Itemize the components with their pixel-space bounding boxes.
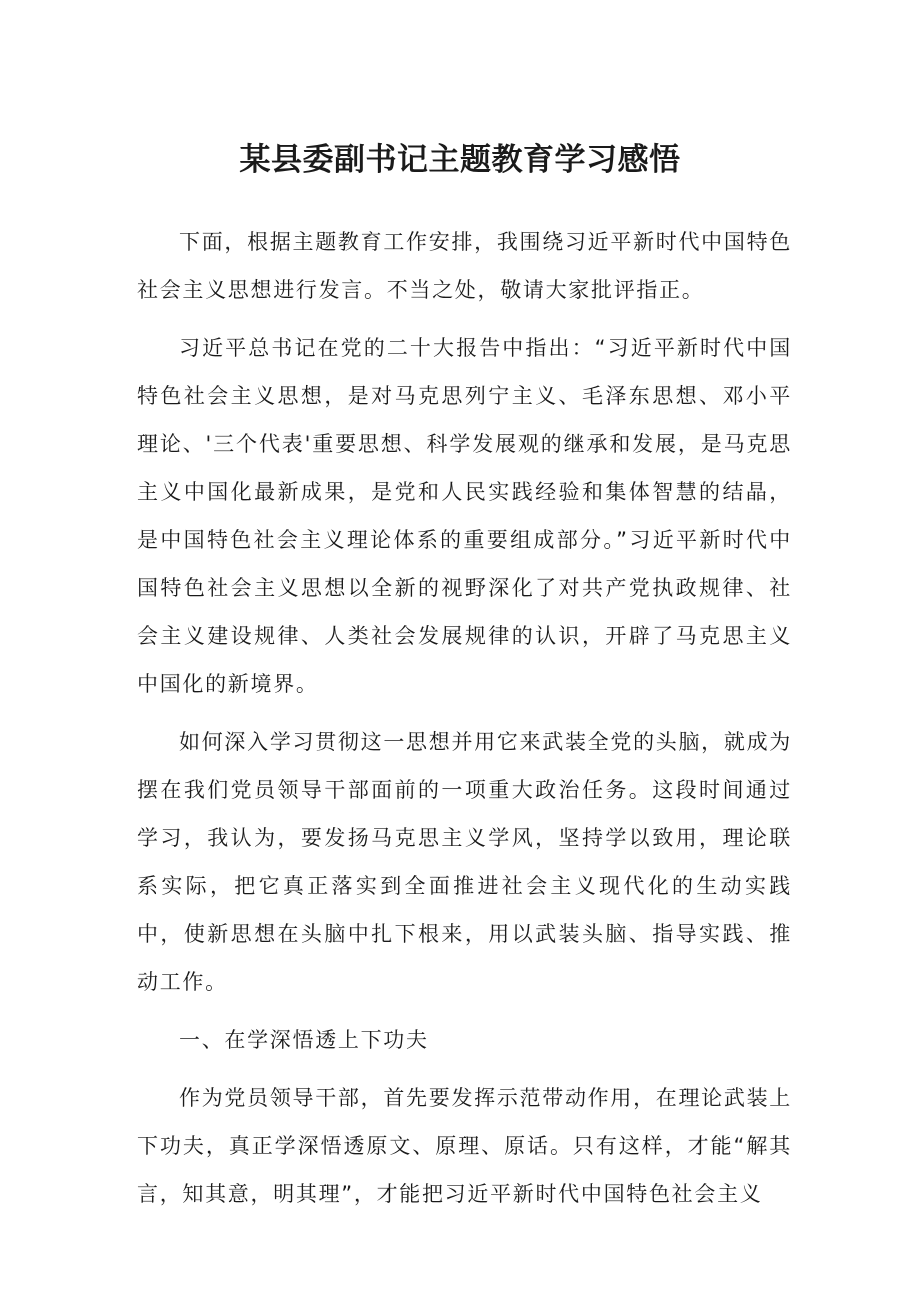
paragraph-intro: 下面，根据主题教育工作安排，我围绕习近平新时代中国特色社会主义思想进行发言。不当之处，敬请大家批评指正。 [137,230,792,302]
section-heading-1: 一、在学深悟透上下功夫 [179,1028,429,1052]
paragraph-section-1: 作为党员领导干部，首先要发挥示范带动作用，在理论武装上下功夫，真正学深悟透原文、原理、原话。只有这样，才能“解其言，知其意，明其理”，才能把习近平新时代中国特色社会主义 [137,1086,792,1206]
paragraph-report-quote: 习近平总书记在党的二十大报告中指出：“习近平新时代中国特色社会主义思想，是对马克思列宁主义、毛泽东思想、邓小平理论、'三个代表'重要思想、科学发展观的继承和发展，是马克思主义中国化最新成果，是党和人民实践经验和集体智慧的结晶，是中国特色社会主义理论体系的重要组成部分。”习近平新时代中国特色社会主义思想以全新的视野深化了对共产党执政规律、社会主义建设规律、人类社会发展规律的认识，开辟了马克思主义中国化的新境界。 [137,336,792,696]
document-body [137,218,792,1228]
document-title: 某县委副书记主题教育学习感悟 [239,142,681,178]
paragraph-task: 如何深入学习贯彻这一思想并用它来武装全党的头脑，就成为摆在我们党员领导干部面前的一项重大政治任务。这段时间通过学习，我认为，要发扬马克思主义学风，坚持学以致用，理论联系实际，把它真正落实到全面推进社会主义现代化的生动实践中，使新思想在头脑中扎下根来，用以武装头脑、指导实践、推动工作。 [137,730,792,994]
